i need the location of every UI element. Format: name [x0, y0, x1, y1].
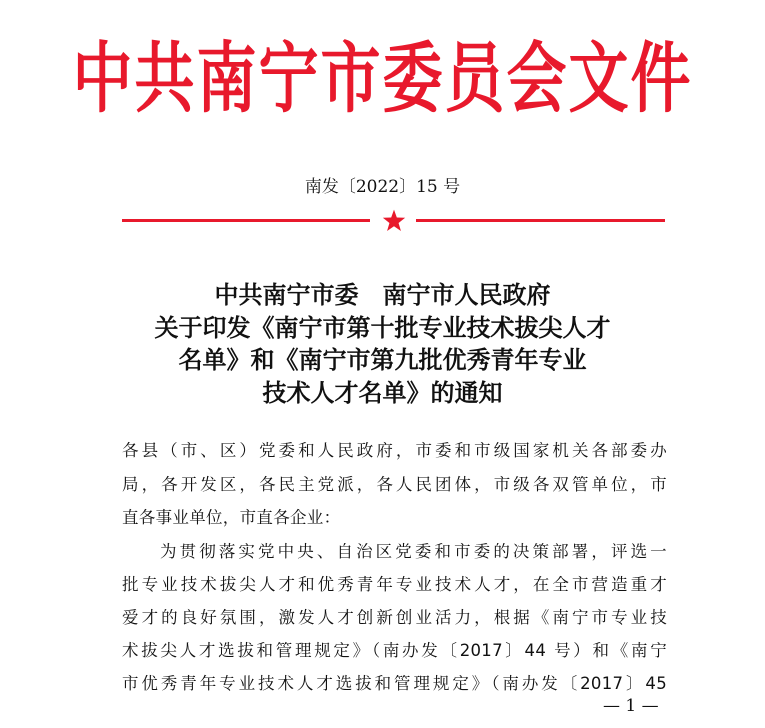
page-number: — 1 — — [603, 696, 659, 716]
paragraph-line: 爱才的良好氛围，激发人才创新创业活力，根据《南宁市专业技 — [122, 608, 667, 627]
masthead-title: 中共南宁市委员会文件 — [72, 34, 693, 125]
notice-title-line: 技术人才名单》的通知 — [262, 379, 503, 407]
red-divider — [122, 214, 665, 228]
recipients-line: 各县（市、区）党委和人民政府，市委和市级国家机关各部委办 — [122, 441, 667, 460]
paragraph-line: 为贯彻落实党中央、自治区党委和市委的决策部署，评选一 — [160, 542, 667, 561]
paragraph-line: 市优秀青年专业技术人才选拔和管理规定》（南办发〔2017〕45 — [122, 674, 667, 693]
notice-title-line: 名单》和《南宁市第九批优秀青年专业 — [178, 346, 587, 374]
notice-title-line: 中共南宁市委 南宁市人民政府 — [214, 281, 551, 309]
divider-rule-left — [122, 219, 370, 222]
document-number: 南发〔2022〕15 号 — [304, 177, 461, 197]
star-icon — [381, 208, 407, 234]
paragraph-line: 批专业技术拔尖人才和优秀青年专业技术人才，在全市营造重才 — [122, 575, 667, 594]
recipients-line: 局，各开发区，各民主党派，各人民团体，市级各双管单位，市 — [122, 475, 667, 494]
paragraph-line: 术拔尖人才选拔和管理规定》（南办发〔2017〕44 号）和《南宁 — [122, 641, 667, 660]
notice-title-line: 关于印发《南宁市第十批专业技术拔尖人才 — [154, 314, 611, 342]
recipients-line: 直各事业单位，市直各企业： — [122, 508, 341, 527]
divider-rule-right — [416, 219, 665, 222]
